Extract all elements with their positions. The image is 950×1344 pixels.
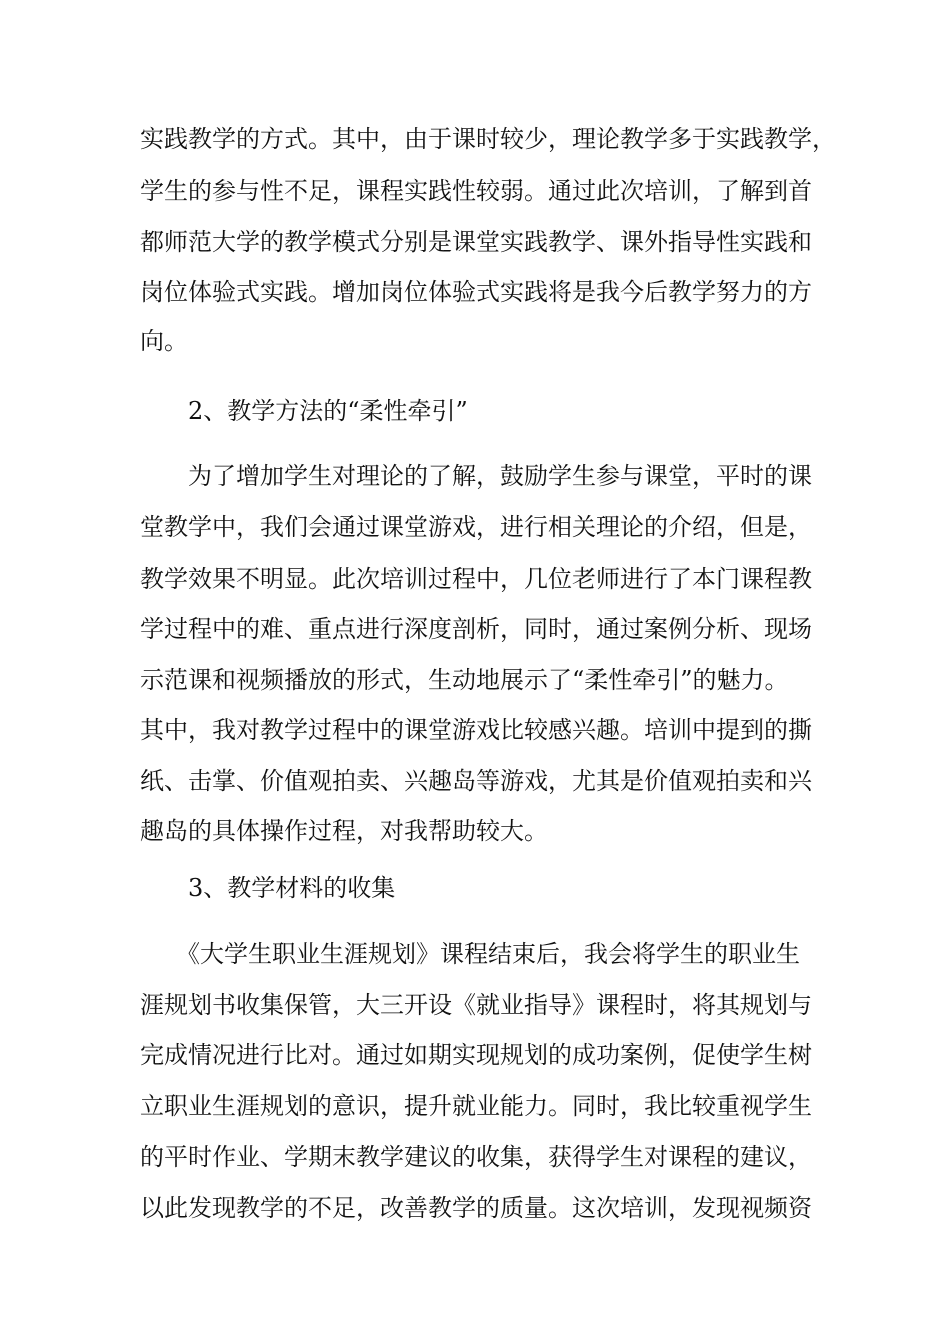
paragraph-line: 实践教学的方式。其中，由于课时较少，理论教学多于实践教学， [140, 125, 836, 153]
paragraph-line: 教学效果不明显。此次培训过程中，几位老师进行了本门课程教 [140, 565, 812, 593]
paragraph-line: 趣岛的具体操作过程，对我帮助较大。 [140, 817, 548, 845]
paragraph-line: 岗位体验式实践。增加岗位体验式实践将是我今后教学努力的方 [140, 278, 812, 306]
paragraph-line: 学生的参与性不足，课程实践性较弱。通过此次培训，了解到首 [140, 177, 812, 205]
paragraph-line: 《大学生职业生涯规划》课程结束后，我会将学生的职业生 [140, 940, 800, 968]
section-heading: 3、教学材料的收集 [188, 874, 396, 902]
paragraph-line: 完成情况进行比对。通过如期实现规划的成功案例，促使学生树 [140, 1041, 812, 1069]
section-heading: 2、教学方法的“柔性牵引” [188, 397, 468, 425]
paragraph-line: 都师范大学的教学模式分别是课堂实践教学、课外指导性实践和 [140, 228, 812, 256]
paragraph-line: 立职业生涯规划的意识，提升就业能力。同时，我比较重视学生 [140, 1092, 812, 1120]
paragraph-line: 向。 [140, 327, 188, 355]
paragraph-line: 涯规划书收集保管，大三开设《就业指导》课程时，将其规划与 [140, 991, 812, 1019]
paragraph-line: 示范课和视频播放的形式，生动地展示了“柔性牵引”的魅力。 [140, 666, 789, 694]
paragraph-line: 以此发现教学的不足，改善教学的质量。这次培训，发现视频资 [140, 1194, 812, 1222]
paragraph-line: 纸、击掌、价值观拍卖、兴趣岛等游戏，尤其是价值观拍卖和兴 [140, 767, 812, 795]
paragraph-line: 堂教学中，我们会通过课堂游戏，进行相关理论的介绍，但是， [140, 513, 812, 541]
paragraph-line: 为了增加学生对理论的了解，鼓励学生参与课堂，平时的课 [140, 462, 812, 490]
paragraph-line: 其中，我对教学过程中的课堂游戏比较感兴趣。培训中提到的撕 [140, 716, 812, 744]
paragraph-line: 的平时作业、学期末教学建议的收集，获得学生对课程的建议， [140, 1143, 812, 1171]
paragraph-line: 学过程中的难、重点进行深度剖析，同时，通过案例分析、现场 [140, 615, 812, 643]
